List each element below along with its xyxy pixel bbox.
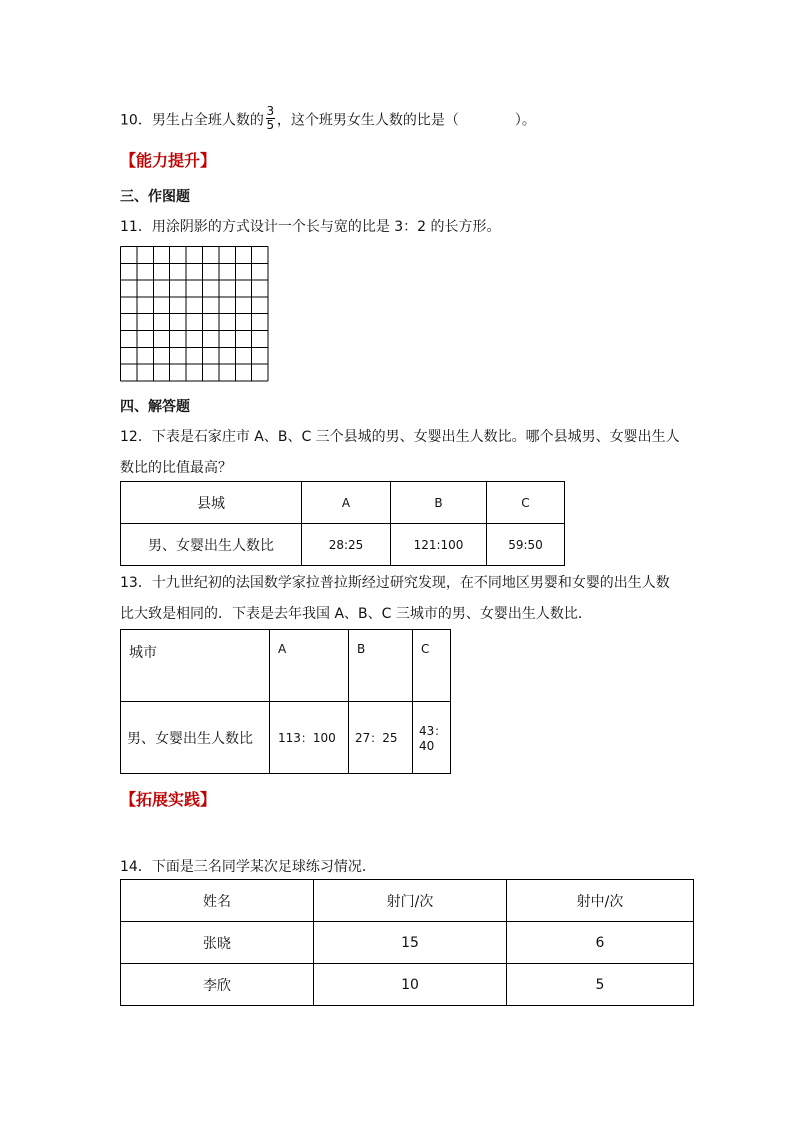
- q10-prefix: 10．男生占全班人数的: [120, 112, 264, 129]
- table-cell: 李欣: [121, 964, 314, 1006]
- heading-drawing: 三、作图题: [120, 189, 190, 205]
- section-extend-title: 【拓展实践】: [120, 790, 217, 809]
- table-cell: 28:25: [302, 524, 391, 566]
- table-cell: 男、女婴出生人数比: [121, 524, 302, 566]
- table-row: [121, 702, 451, 774]
- drawing-grid[interactable]: [120, 246, 269, 382]
- table-row: [121, 964, 694, 1006]
- table-cell: A: [270, 630, 349, 702]
- table-cell: 射门/次: [314, 880, 507, 922]
- fraction-denominator: 5: [266, 118, 275, 132]
- question-10: [120, 104, 536, 134]
- table-cell: B: [349, 630, 413, 702]
- fraction-3-5: [266, 105, 275, 132]
- table-cell: 43：40: [413, 702, 451, 774]
- table-cell: 县城: [121, 482, 302, 524]
- table-cell: 121:100: [391, 524, 487, 566]
- question-14: 14．下面是三名同学某次足球练习情况．: [120, 859, 376, 875]
- table-header-row: [121, 482, 565, 524]
- table-header-row: [121, 630, 451, 702]
- table-cell: B: [391, 482, 487, 524]
- table-cell: 27：25: [349, 702, 413, 774]
- table-cell: 城市: [121, 630, 270, 702]
- table-cell: 15: [314, 922, 507, 964]
- table-cell: 射中/次: [507, 880, 694, 922]
- table-cell: C: [487, 482, 565, 524]
- table-row: [121, 922, 694, 964]
- table-cell: 10: [314, 964, 507, 1006]
- table-row: [121, 524, 565, 566]
- heading-answers: 四、解答题: [120, 399, 190, 415]
- question-13-line2: 比大致是相同的．下表是去年我国 A、B、C 三城市的男、女婴出生人数比．: [120, 606, 592, 622]
- q10-suffix-b: ）。: [514, 112, 536, 129]
- table-cell: 姓名: [121, 880, 314, 922]
- question-12-line2: 数比的比值最高？: [120, 460, 232, 476]
- fraction-numerator: 3: [266, 104, 275, 118]
- table-cell: C: [413, 630, 451, 702]
- table-cell: 113：100: [270, 702, 349, 774]
- table-q12: [120, 481, 565, 566]
- question-13-line1: 13．十九世纪初的法国数学家拉普拉斯经过研究发现，在不同地区男婴和女婴的出生人数: [120, 575, 670, 591]
- table-q14: [120, 879, 694, 1006]
- table-q13: [120, 629, 451, 774]
- table-cell: 男、女婴出生人数比: [121, 702, 270, 774]
- table-cell: 5: [507, 964, 694, 1006]
- table-cell: 59:50: [487, 524, 565, 566]
- table-cell: 6: [507, 922, 694, 964]
- q10-suffix-a: ，这个班男女生人数的比是（: [276, 112, 459, 129]
- question-11: 11．用涂阴影的方式设计一个长与宽的比是 3：2 的长方形。: [120, 219, 501, 235]
- table-cell: 张晓: [121, 922, 314, 964]
- table-cell: A: [302, 482, 391, 524]
- section-ability-title: 【能力提升】: [120, 151, 217, 170]
- table-header-row: [121, 880, 694, 922]
- question-12-line1: 12．下表是石家庄市 A、B、C 三个县城的男、女婴出生人数比。哪个县城男、女婴出生人: [120, 429, 680, 445]
